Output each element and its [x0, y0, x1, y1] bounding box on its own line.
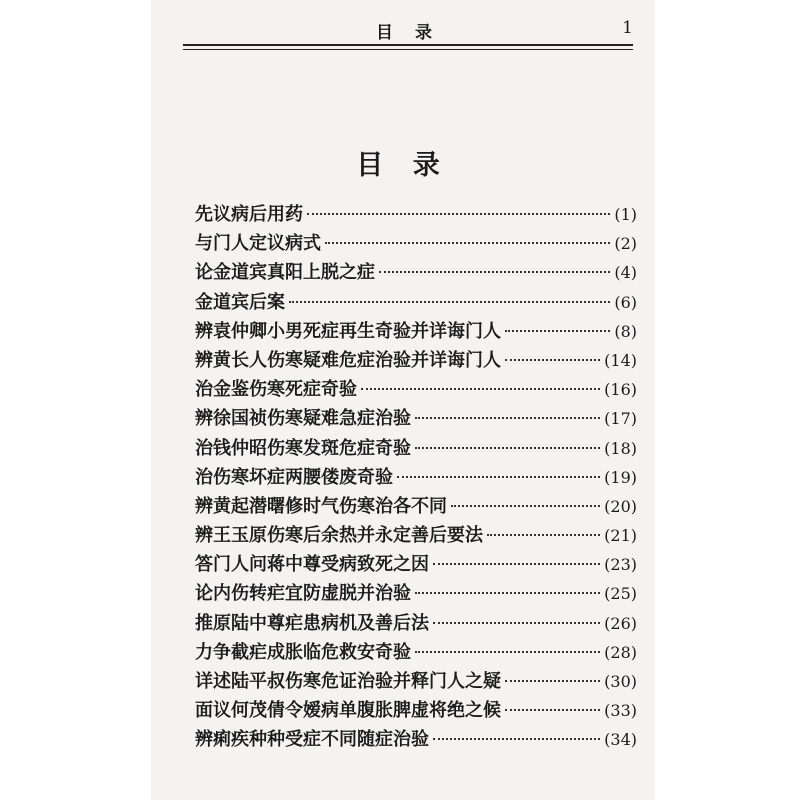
dot-leader [289, 301, 610, 303]
toc-entry[interactable] [195, 492, 637, 521]
toc-entry-page: (8) [614, 321, 637, 341]
book-page [151, 0, 655, 800]
toc-entry-title: 辨袁仲卿小男死症再生奇验并详诲门人 [195, 320, 501, 342]
toc-entry[interactable] [195, 229, 637, 258]
header-rule [183, 44, 633, 50]
running-head-page-number: 1 [622, 18, 633, 38]
dot-leader [307, 213, 610, 215]
toc-entry[interactable] [195, 579, 637, 608]
toc-heading: 目 录 [356, 150, 450, 181]
toc-entry-page: (18) [604, 438, 637, 458]
toc-entry-page: (28) [604, 642, 637, 662]
toc-entry-title: 论金道宾真阳上脱之症 [195, 262, 375, 284]
toc-entry[interactable] [195, 346, 637, 375]
toc-entry-page: (23) [604, 555, 637, 575]
toc-entry-page: (19) [604, 467, 637, 487]
dot-leader [505, 709, 600, 711]
toc-entry[interactable] [195, 288, 637, 317]
toc-entry-title: 治金鉴伤寒死症奇验 [195, 379, 357, 401]
toc-entry-page: (16) [604, 380, 637, 400]
toc-entry-title: 辨徐国祯伤寒疑难急症治验 [195, 408, 411, 430]
toc-entry-title: 辨黄起潜曙修时气伤寒治各不同 [195, 495, 447, 517]
toc-entry-title: 推原陆中尊疟患病机及善后法 [195, 612, 429, 634]
toc-entry-title: 与门人定议病式 [195, 233, 321, 255]
toc-entry[interactable] [195, 667, 637, 696]
dot-leader [415, 447, 600, 449]
toc-entry-title: 详述陆平叔伤寒危证治验并释门人之疑 [195, 671, 501, 692]
toc-entry-title: 面议何茂倩令嫒病单腹胀脾虚将绝之候 [195, 700, 501, 722]
dot-leader [325, 242, 610, 244]
dot-leader [433, 622, 600, 624]
dot-leader [433, 738, 600, 740]
dot-leader [505, 359, 600, 361]
toc-entry-title: 辨痢疾种种受症不同随症治验 [195, 729, 429, 751]
toc-entry[interactable] [195, 638, 637, 667]
toc-entry[interactable] [195, 404, 637, 433]
toc-entry-title: 辨王玉原伤寒后余热并永定善后要法 [195, 525, 483, 547]
toc-entry-page: (6) [614, 292, 637, 312]
toc-entry-title: 先议病后用药 [195, 204, 303, 225]
dot-leader [379, 271, 610, 273]
toc-entry-title: 论内伤转疟宜防虚脱并治验 [195, 583, 411, 605]
running-head [183, 18, 633, 44]
toc-entry-page: (20) [604, 496, 637, 516]
toc-entry[interactable] [195, 258, 637, 287]
dot-leader [451, 505, 600, 507]
dot-leader [487, 534, 600, 536]
toc-entry[interactable] [195, 696, 637, 725]
toc-entry-title: 辨黄长人伤寒疑难危症治验并详诲门人 [195, 349, 501, 371]
toc-entry-page: (30) [604, 672, 637, 691]
table-of-contents [195, 200, 637, 755]
dot-leader [505, 680, 600, 682]
toc-entry[interactable] [195, 725, 637, 754]
toc-entry[interactable] [195, 463, 637, 492]
toc-entry-page: (34) [604, 730, 637, 750]
toc-entry[interactable] [195, 609, 637, 638]
toc-entry[interactable] [195, 550, 637, 579]
toc-entry-page: (1) [614, 205, 637, 224]
running-head-title: 目 录 [376, 23, 440, 43]
toc-entry-title: 答门人问蒋中尊受病致死之因 [195, 554, 429, 576]
dot-leader [415, 417, 600, 419]
dot-leader [415, 651, 600, 653]
toc-entry-page: (25) [604, 584, 637, 604]
toc-entry-page: (33) [604, 701, 637, 721]
toc-entry-title: 治伤寒坏症两腰偻废奇验 [195, 466, 393, 488]
dot-leader [433, 563, 600, 565]
dot-leader [361, 388, 600, 390]
toc-entry-page: (4) [614, 263, 637, 283]
toc-entry[interactable] [195, 434, 637, 463]
dot-leader [397, 476, 600, 478]
toc-entry-page: (14) [604, 350, 637, 370]
toc-entry-page: (17) [604, 409, 637, 429]
dot-leader [415, 592, 600, 594]
toc-entry-page: (26) [604, 613, 637, 633]
toc-entry-page: (2) [614, 234, 637, 254]
toc-entry[interactable] [195, 200, 637, 229]
toc-entry-title: 力争截疟成胀临危救安奇验 [195, 641, 411, 663]
toc-entry[interactable] [195, 317, 637, 346]
dot-leader [505, 330, 610, 332]
toc-entry-page: (21) [604, 526, 637, 546]
toc-entry-title: 治钱仲昭伤寒发斑危症奇验 [195, 437, 411, 459]
toc-entry-title: 金道宾后案 [195, 291, 285, 313]
toc-entry[interactable] [195, 521, 637, 550]
toc-entry[interactable] [195, 375, 637, 404]
